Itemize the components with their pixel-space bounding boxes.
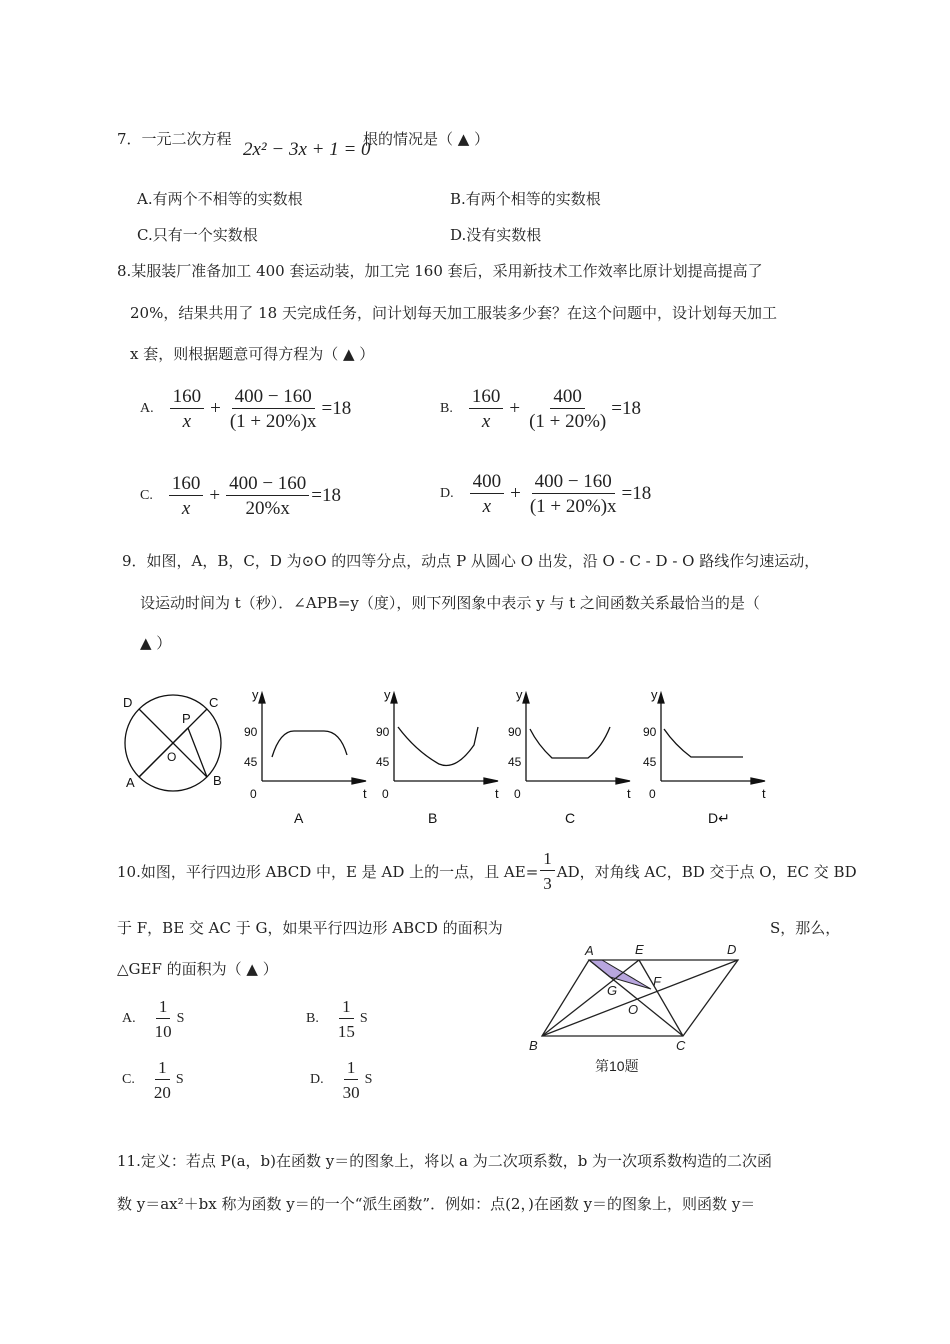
axis-label-y: y (252, 687, 259, 702)
fraction-denominator: x (481, 411, 491, 432)
fraction-numerator: 1 (344, 1057, 359, 1080)
axis-label-t: t (762, 786, 766, 801)
option-label: B. (440, 401, 453, 416)
q8-line3: x 套，则根据题意可得方程为（ ▲ ） (130, 345, 375, 363)
axis-label-t: t (627, 786, 631, 801)
fraction-numerator: 160 (469, 386, 504, 409)
point-label-o: O (628, 1002, 639, 1017)
figure-caption: 第10题 (595, 1058, 639, 1074)
fraction-denominator: 3 (543, 874, 552, 893)
plus-sign: + (509, 398, 521, 419)
origin-label: 0 (514, 787, 521, 801)
point-label-d: D (727, 942, 737, 957)
fraction-denominator: (1 + 20%)x (229, 411, 317, 432)
option-unit: S (176, 1011, 185, 1026)
option-label: D. (440, 486, 454, 501)
fraction-denominator: 30 (342, 1083, 360, 1102)
q7-suffix: 根的情况是（ ▲ ） (363, 130, 490, 148)
axis-label-y: y (516, 687, 523, 702)
point-label-a: A (585, 943, 594, 958)
tick-90: 90 (508, 725, 522, 739)
point-label-c: C (209, 695, 219, 710)
tick-45: 45 (244, 755, 258, 769)
point-label-f: F (653, 974, 661, 989)
fraction-numerator: 1 (540, 848, 555, 871)
equation-rhs: =18 (611, 398, 641, 419)
point-label-p: P (182, 711, 191, 726)
tick-45: 45 (376, 755, 390, 769)
q9-line2: 设运动时间为 t（秒）．∠APB=y（度），则下列图象中表示 y 与 t 之间函数关系最恰当的是（ (140, 594, 760, 612)
q10-option-c (122, 1057, 184, 1103)
origin-label: 0 (382, 787, 389, 801)
q8-option-d (440, 471, 651, 517)
q10-parallelogram-figure (525, 940, 765, 1080)
point-label-b: B (213, 773, 222, 788)
q9-circle-figure (123, 695, 222, 791)
fraction-numerator: 400 − 160 (232, 386, 315, 409)
option-label: C. (140, 488, 153, 503)
fraction-denominator: (1 + 20%)x (529, 496, 617, 517)
q9-figure (0, 685, 950, 835)
q8-option-b (440, 386, 641, 432)
fraction-numerator: 1 (156, 996, 171, 1019)
q8-option-c (140, 473, 341, 519)
point-label-a: A (126, 775, 135, 790)
point-label-c: C (676, 1038, 686, 1053)
option-label: A. (122, 1011, 136, 1026)
point-label-d: D (123, 695, 133, 710)
option-unit: S (359, 1011, 368, 1026)
graph-caption-c: C (565, 810, 576, 826)
q8-line2: 20%，结果共用了 18 天完成任务，问计划每天加工服装多少套？在这个问题中，设计划每天加工 (130, 304, 777, 322)
equation-rhs: =18 (311, 485, 341, 506)
q7-option-b: B.有两个相等的实数根 (450, 190, 601, 208)
q7-option-c: C.只有一个实数根 (137, 226, 258, 244)
q10-line3: △GEF 的面积为（ ▲ ） (117, 960, 278, 978)
option-unit: S (364, 1072, 373, 1087)
graph-c (508, 687, 631, 801)
graph-caption-b: B (428, 810, 438, 826)
q7-equation: 2x² − 3x + 1 = 0 (243, 139, 371, 160)
equation-rhs: =18 (321, 398, 352, 419)
graph-d (643, 687, 766, 801)
point-label-b: B (529, 1038, 538, 1053)
axis-label-t: t (363, 786, 367, 801)
q8-line1: 8.某服装厂准备加工 400 套运动装，加工完 160 套后，采用新技术工作效率比原计划提高提高了 (117, 262, 763, 280)
point-label-e: E (635, 942, 644, 957)
q7-prefix: 7．一元二次方程 (117, 130, 232, 148)
equation-rhs: =18 (621, 483, 652, 504)
fraction-denominator: (1 + 20%) (529, 411, 607, 432)
graph-b (376, 687, 499, 801)
axis-label-y: y (651, 687, 658, 702)
fraction-numerator: 400 (470, 471, 505, 494)
plus-sign: + (510, 483, 521, 504)
plus-sign: + (209, 485, 221, 506)
tick-90: 90 (643, 725, 657, 739)
fraction-numerator: 160 (170, 386, 205, 409)
fraction-denominator: x (482, 496, 492, 517)
q11-line1: 11.定义：若点 P(a，b)在函数 y＝的图象上，将以 a 为二次项系数，b 为一次项系数构造的二次函 (117, 1152, 773, 1170)
q10-line1-pre: 10.如图，平行四边形 ABCD 中，E 是 AD 上的一点，且 AE= (117, 862, 539, 881)
fraction-denominator: 15 (337, 1022, 355, 1041)
fraction-denominator: 20 (153, 1083, 171, 1102)
q10-option-b (306, 996, 368, 1042)
point-label-o: O (167, 750, 177, 764)
graph-a (244, 687, 367, 801)
q10-line1 (117, 848, 857, 894)
tick-90: 90 (376, 725, 390, 739)
q10-line1-post: AD，对角线 AC，BD 交于点 O，EC 交 BD (556, 862, 857, 881)
plus-sign: + (210, 398, 221, 419)
fraction-numerator: 400 (550, 386, 585, 409)
option-unit: S (175, 1072, 184, 1087)
option-label: C. (122, 1072, 135, 1087)
q8-option-a (140, 386, 351, 432)
fraction-numerator: 1 (339, 996, 354, 1019)
fraction-denominator: x (182, 411, 192, 432)
origin-label: 0 (649, 787, 656, 801)
axis-label-y: y (384, 687, 391, 702)
fraction-numerator: 400 − 160 (226, 473, 309, 496)
origin-label: 0 (250, 787, 257, 801)
fraction-denominator: 20%x (245, 498, 290, 519)
fraction-numerator: 160 (169, 473, 204, 496)
graph-caption-d: D↵ (708, 810, 730, 826)
point-label-g: G (607, 983, 618, 998)
fraction-numerator: 400 − 160 (532, 471, 615, 494)
tick-45: 45 (643, 755, 657, 769)
fraction-denominator: 10 (154, 1022, 172, 1041)
q7-option-a: A.有两个不相等的实数根 (137, 190, 303, 208)
q11-line2: 数 y＝ax²＋bx 称为函数 y＝的一个“派生函数”．例如：点(2，)在函数 y＝的图象上，则函数 y＝ (117, 1195, 756, 1213)
axis-label-t: t (495, 786, 499, 801)
q10-line2-right: S，那么， (770, 919, 841, 937)
option-label: A. (140, 401, 154, 416)
q7-option-d: D.没有实数根 (450, 226, 542, 244)
fraction-denominator: x (181, 498, 191, 519)
option-label: B. (306, 1011, 319, 1026)
tick-45: 45 (508, 755, 522, 769)
fraction-numerator: 1 (155, 1057, 170, 1080)
graph-caption-a: A (294, 810, 304, 826)
q10-option-d (310, 1057, 372, 1103)
q9-line1: 9．如图，A，B，C，D 为⊙O 的四等分点，动点 P 从圆心 O 出发，沿 O - C - D - O 路线作匀速运动， (122, 552, 820, 570)
option-label: D. (310, 1072, 324, 1087)
q9-line3: ▲ ） (140, 634, 172, 652)
q10-line2: 于 F，BE 交 AC 于 G，如果平行四边形 ABCD 的面积为 (117, 919, 503, 937)
q10-option-a (122, 996, 184, 1042)
tick-90: 90 (244, 725, 258, 739)
